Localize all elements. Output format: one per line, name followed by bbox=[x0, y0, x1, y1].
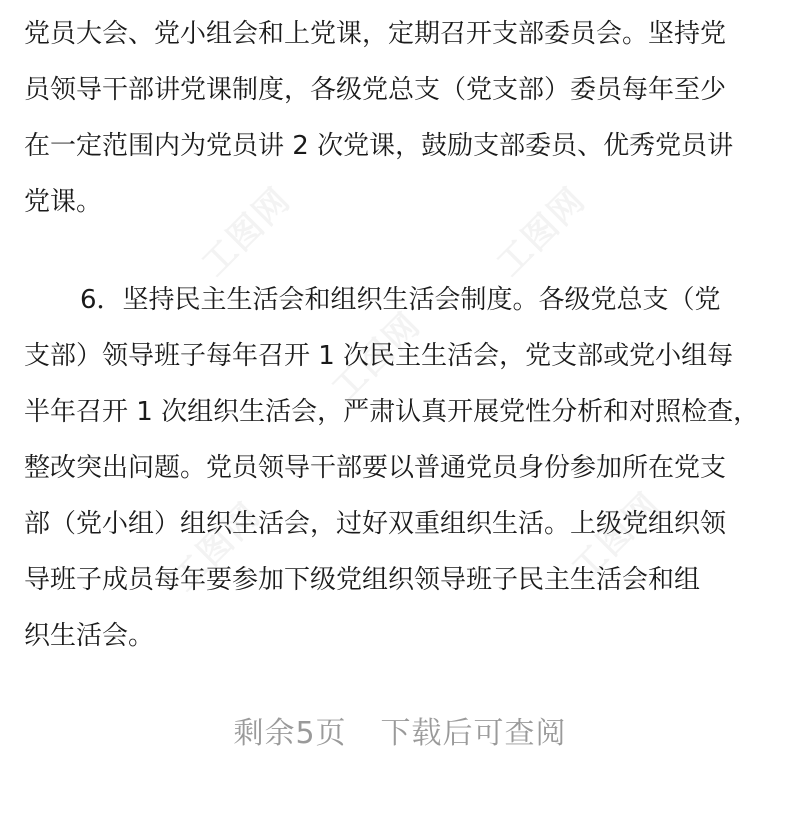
watermark: 工图网 bbox=[164, 494, 269, 600]
paragraph-line: 6．坚持民主生活会和组织生活会制度。各级党总支（党 bbox=[80, 285, 721, 315]
watermark: 工图网 bbox=[489, 179, 594, 285]
paragraph-line: 在一定范围内为党员讲 2 次党课，鼓励支部委员、优秀党员讲 bbox=[24, 131, 734, 161]
paragraph-line: 党课。 bbox=[24, 187, 103, 217]
paragraph-line: 支部）领导班子每年召开 1 次民主生活会，党支部或党小组每 bbox=[24, 341, 734, 371]
download-to-view-label[interactable]: 下载后可查阅 bbox=[380, 716, 567, 751]
watermark: 工图网 bbox=[564, 484, 669, 590]
paragraph-line: 整改突出问题。党员领导干部要以普通党员身份参加所在党支 bbox=[24, 453, 727, 483]
paragraph-line: 部（党小组）组织生活会，过好双重组织生活。上级党组织领 bbox=[24, 509, 727, 539]
paragraph-line: 党员大会、党小组会和上党课，定期召开支部委员会。坚持党 bbox=[24, 19, 727, 49]
paragraph-line: 员领导干部讲党课制度，各级党总支（党支部）委员每年至少 bbox=[24, 75, 727, 105]
remaining-pages-label: 剩余5页 bbox=[233, 716, 347, 751]
watermark: 工图网 bbox=[194, 179, 299, 285]
download-prompt[interactable] bbox=[0, 712, 800, 756]
paragraph-line: 织生活会。 bbox=[24, 621, 155, 651]
watermark: 工图网 bbox=[324, 304, 429, 410]
paragraph-line: 导班子成员每年要参加下级党组织领导班子民主生活会和组 bbox=[24, 565, 701, 595]
paragraph-line: 半年召开 1 次组织生活会，严肃认真开展党性分析和对照检查， bbox=[24, 397, 760, 427]
